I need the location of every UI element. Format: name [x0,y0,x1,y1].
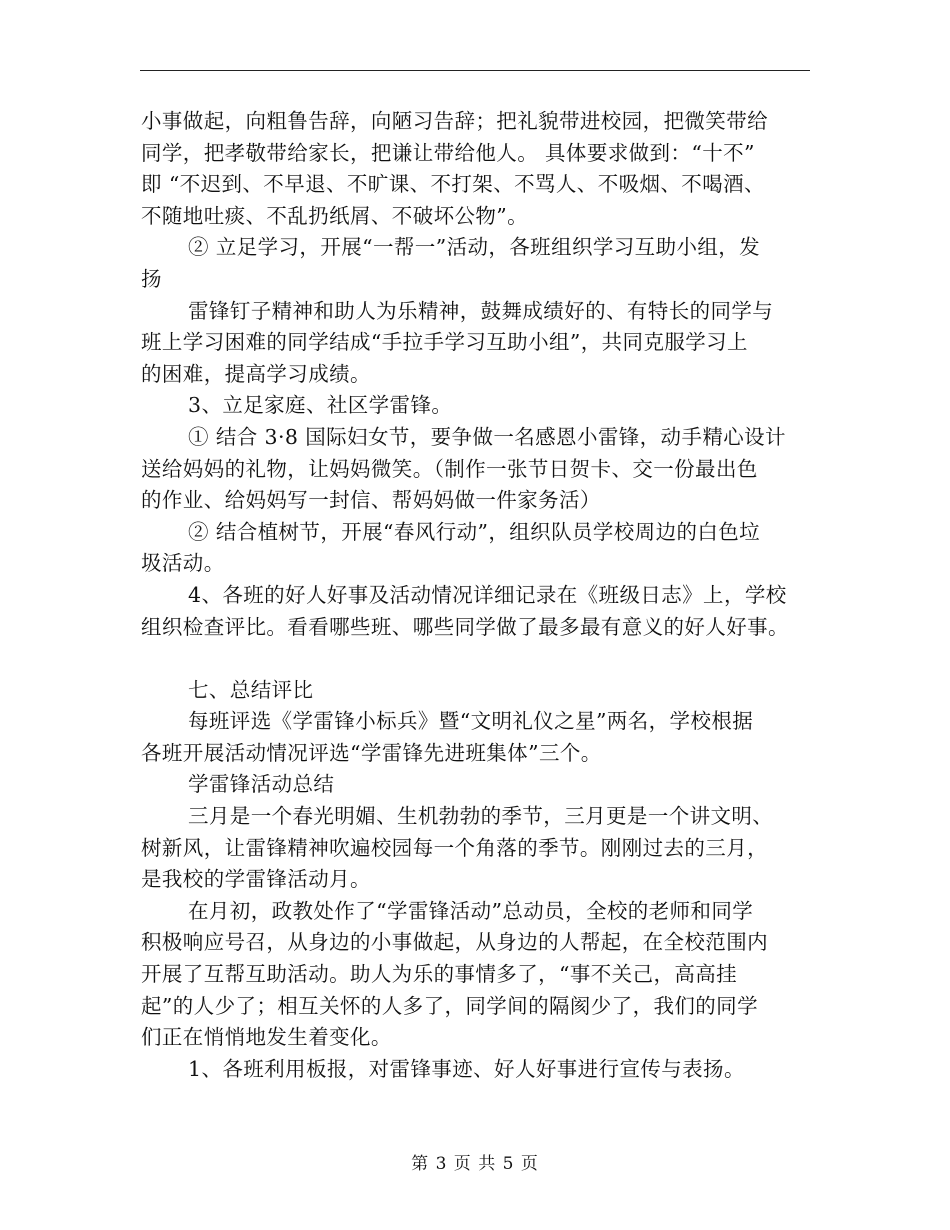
text-line: 起”的人少了；相互关怀的人多了，同学间的隔阂少了，我们的同学 [141,993,758,1018]
text-line: 扬 [141,266,162,291]
text-line: 同学，把孝敬带给家长，把谦让带给他人。 具体要求做到：“十不” [141,140,755,165]
text-line: 小事做起，向粗鲁告辞，向陋习告辞；把礼貌带进校园，把微笑带给 [141,109,768,133]
text-line: ② 立足学习，开展“一帮一”活动，各班组织学习互助小组，发 [188,235,761,260]
text-line: ① 结合 3·8 国际妇女节，要争做一名感恩小雷锋，动手精心设计 [188,424,786,449]
text-line: 树新风，让雷锋精神吹遍校园每一个角落的季节。刚刚过去的三月， [141,835,768,860]
text-line: 1、各班利用板报，对雷锋事迹、好人好事进行宣传与表扬。 [188,1056,745,1081]
text-line: 圾活动。 [141,551,225,576]
text-line: 的困难，提高学习成绩。 [141,361,371,386]
text-line: 是我校的学雷锋活动月。 [141,867,371,892]
page-footer: 第 3 页 共 5 页 [411,1154,539,1174]
text-line: 班上学习困难的同学结成“手拉手学习互助小组”，共同克服学习上 [141,330,748,355]
text-line: 即 “不迟到、不早退、不旷课、不打架、不骂人、不吸烟、不喝酒、 [141,172,765,197]
blank-line [141,643,816,675]
text-line: 的作业、给妈妈写一封信、帮妈妈做一件家务活） [141,488,601,513]
text-line: 学雷锋活动总结 [188,772,335,797]
text-line: 开展了互帮互助活动。助人为乐的事情多了，“事不关己，高高挂 [141,962,738,987]
text-line: 七、总结评比 [188,677,314,702]
header-rule [140,70,810,71]
text-line: 不随地吐痰、不乱扔纸屑、不破坏公物”。 [141,203,529,228]
text-line: 组织检查评比。看看哪些班、哪些同学做了最多最有意义的好人好事。 [141,614,789,639]
text-line: 4、各班的好人好事及活动情况详细记录在《班级日志》上，学校 [188,582,787,607]
text-line: 三月是一个春光明媚、生机勃勃的季节，三月更是一个讲文明、 [188,804,774,829]
text-line: 送给妈妈的礼物，让妈妈微笑。（制作一张节日贺卡、交一份最出色 [141,456,758,481]
text-line: 雷锋钉子精神和助人为乐精神，鼓舞成绩好的、有特长的同学与 [188,298,774,323]
body-text [141,106,816,1085]
text-line: 各班开展活动情况评选“学雷锋先进班集体”三个。 [141,740,602,765]
text-line: 积极响应号召，从身边的小事做起，从身边的人帮起，在全校范围内 [141,930,768,955]
text-line: 3、立足家庭、社区学雷锋。 [188,393,453,418]
text-line: 每班评选《学雷锋小标兵》暨“文明礼仪之星”两名，学校根据 [188,709,754,734]
text-line: 在月初，政教处作了“学雷锋活动”总动员，全校的老师和同学 [188,898,754,923]
text-line: 们正在悄悄地发生着变化。 [141,1025,392,1050]
text-line: ② 结合植树节，开展“春风行动”，组织队员学校周边的白色垃 [188,519,761,544]
